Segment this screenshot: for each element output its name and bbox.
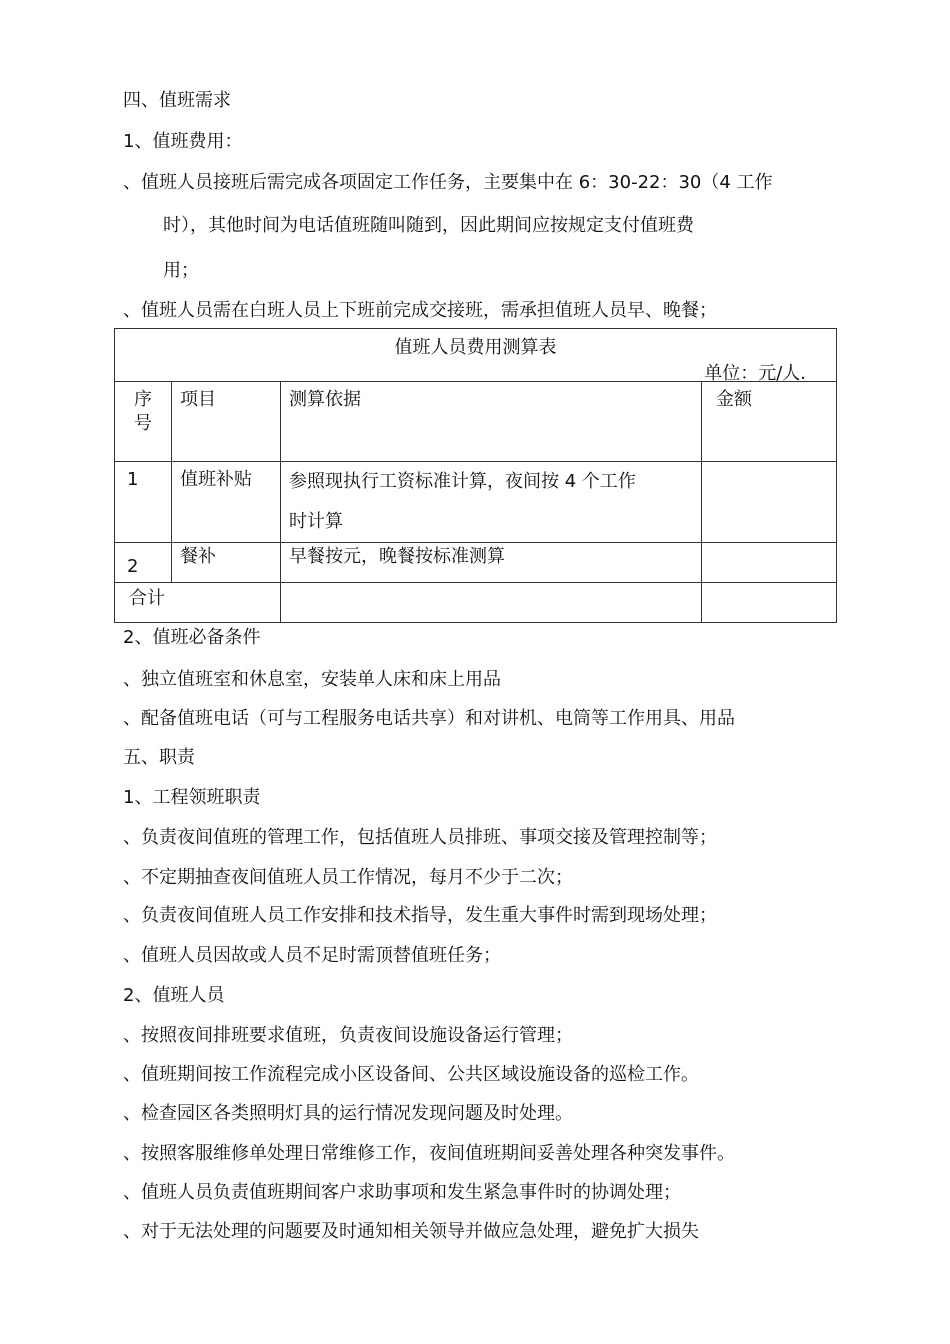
- table-title-cell: [115, 329, 837, 382]
- total-label: 合计: [115, 583, 281, 623]
- paragraph-meals: 、值班人员需在白班人员上下班前完成交接班，需承担值班人员早、晚餐；: [123, 300, 717, 321]
- staff-duty-6: 、对于无法处理的问题要及时通知相关领导并做应急处理，避免扩大损失: [123, 1221, 699, 1242]
- condition-room: 、独立值班室和休息室，安装单人床和床上用品: [123, 669, 501, 690]
- foreman-duty-2: 、不定期抽查夜间值班人员工作情况，每月不少于二次；: [123, 867, 573, 888]
- header-seq: [115, 382, 172, 462]
- subheading-duty-staff: 2、值班人员: [123, 985, 225, 1006]
- row2-seq: 2: [115, 543, 172, 583]
- table-row: [115, 462, 837, 543]
- staff-duty-3: 、检查园区各类照明灯具的运行情况发现问题及时处理。: [123, 1103, 573, 1124]
- table-header-row: [115, 382, 837, 462]
- header-item: 项目: [172, 382, 281, 462]
- paragraph-fee-line2: 时），其他时间为电话值班随叫随到，因此期间应按规定支付值班费: [163, 215, 694, 236]
- paragraph-fee-line1: 、值班人员接班后需完成各项固定工作任务，主要集中在 6：30-22：30（4 工作: [123, 172, 773, 193]
- header-basis: 测算依据: [281, 382, 702, 462]
- table-unit: 单位：元/人.: [704, 363, 806, 384]
- foreman-duty-1: 、负责夜间值班的管理工作，包括值班人员排班、事项交接及管理控制等；: [123, 827, 717, 848]
- table-row: [115, 543, 837, 583]
- staff-duty-4: 、按照客服维修单处理日常维修工作，夜间值班期间妥善处理各种突发事件。: [123, 1143, 735, 1164]
- section-5-heading: 五、职责: [123, 747, 195, 768]
- row1-basis: [281, 462, 702, 543]
- total-basis: [281, 583, 702, 623]
- subheading-required-conditions: 2、值班必备条件: [123, 627, 261, 648]
- row2-item: 餐补: [172, 543, 281, 583]
- row1-seq: 1: [115, 462, 172, 543]
- staff-duty-5: 、值班人员负责值班期间客户求助事项和发生紧急事件时的协调处理；: [123, 1182, 681, 1203]
- header-amount: 金额: [702, 382, 837, 462]
- table-title: 值班人员费用测算表: [394, 337, 557, 358]
- row2-amount: [702, 543, 837, 583]
- table-total-row: [115, 583, 837, 623]
- cost-estimate-table: [114, 328, 837, 623]
- subheading-duty-fee: 1、值班费用：: [123, 131, 243, 152]
- header-seq-line1: 序: [134, 389, 152, 410]
- subheading-foreman-duties: 1、工程领班职责: [123, 787, 261, 808]
- row2-basis: 早餐按元，晚餐按标准测算: [281, 543, 702, 583]
- total-amount: [702, 583, 837, 623]
- section-4-heading: 四、值班需求: [123, 90, 231, 111]
- staff-duty-1: 、按照夜间排班要求值班，负责夜间设施设备运行管理；: [123, 1025, 573, 1046]
- condition-equipment: 、配备值班电话（可与工程服务电话共享）和对讲机、电筒等工作用具、用品: [123, 708, 735, 729]
- row1-item: 值班补贴: [172, 462, 281, 543]
- header-seq-line2: 号: [134, 413, 152, 434]
- row1-amount: [702, 462, 837, 543]
- foreman-duty-3: 、负责夜间值班人员工作安排和技术指导，发生重大事件时需到现场处理；: [123, 905, 717, 926]
- foreman-duty-4: 、值班人员因故或人员不足时需顶替值班任务；: [123, 945, 501, 966]
- staff-duty-2: 、值班期间按工作流程完成小区设备间、公共区域设施设备的巡检工作。: [123, 1064, 699, 1085]
- row1-basis-line2: 时计算: [289, 511, 343, 532]
- row1-basis-line1: 参照现执行工资标准计算，夜间按 4 个工作: [289, 471, 636, 492]
- paragraph-fee-line3: 用；: [163, 260, 199, 281]
